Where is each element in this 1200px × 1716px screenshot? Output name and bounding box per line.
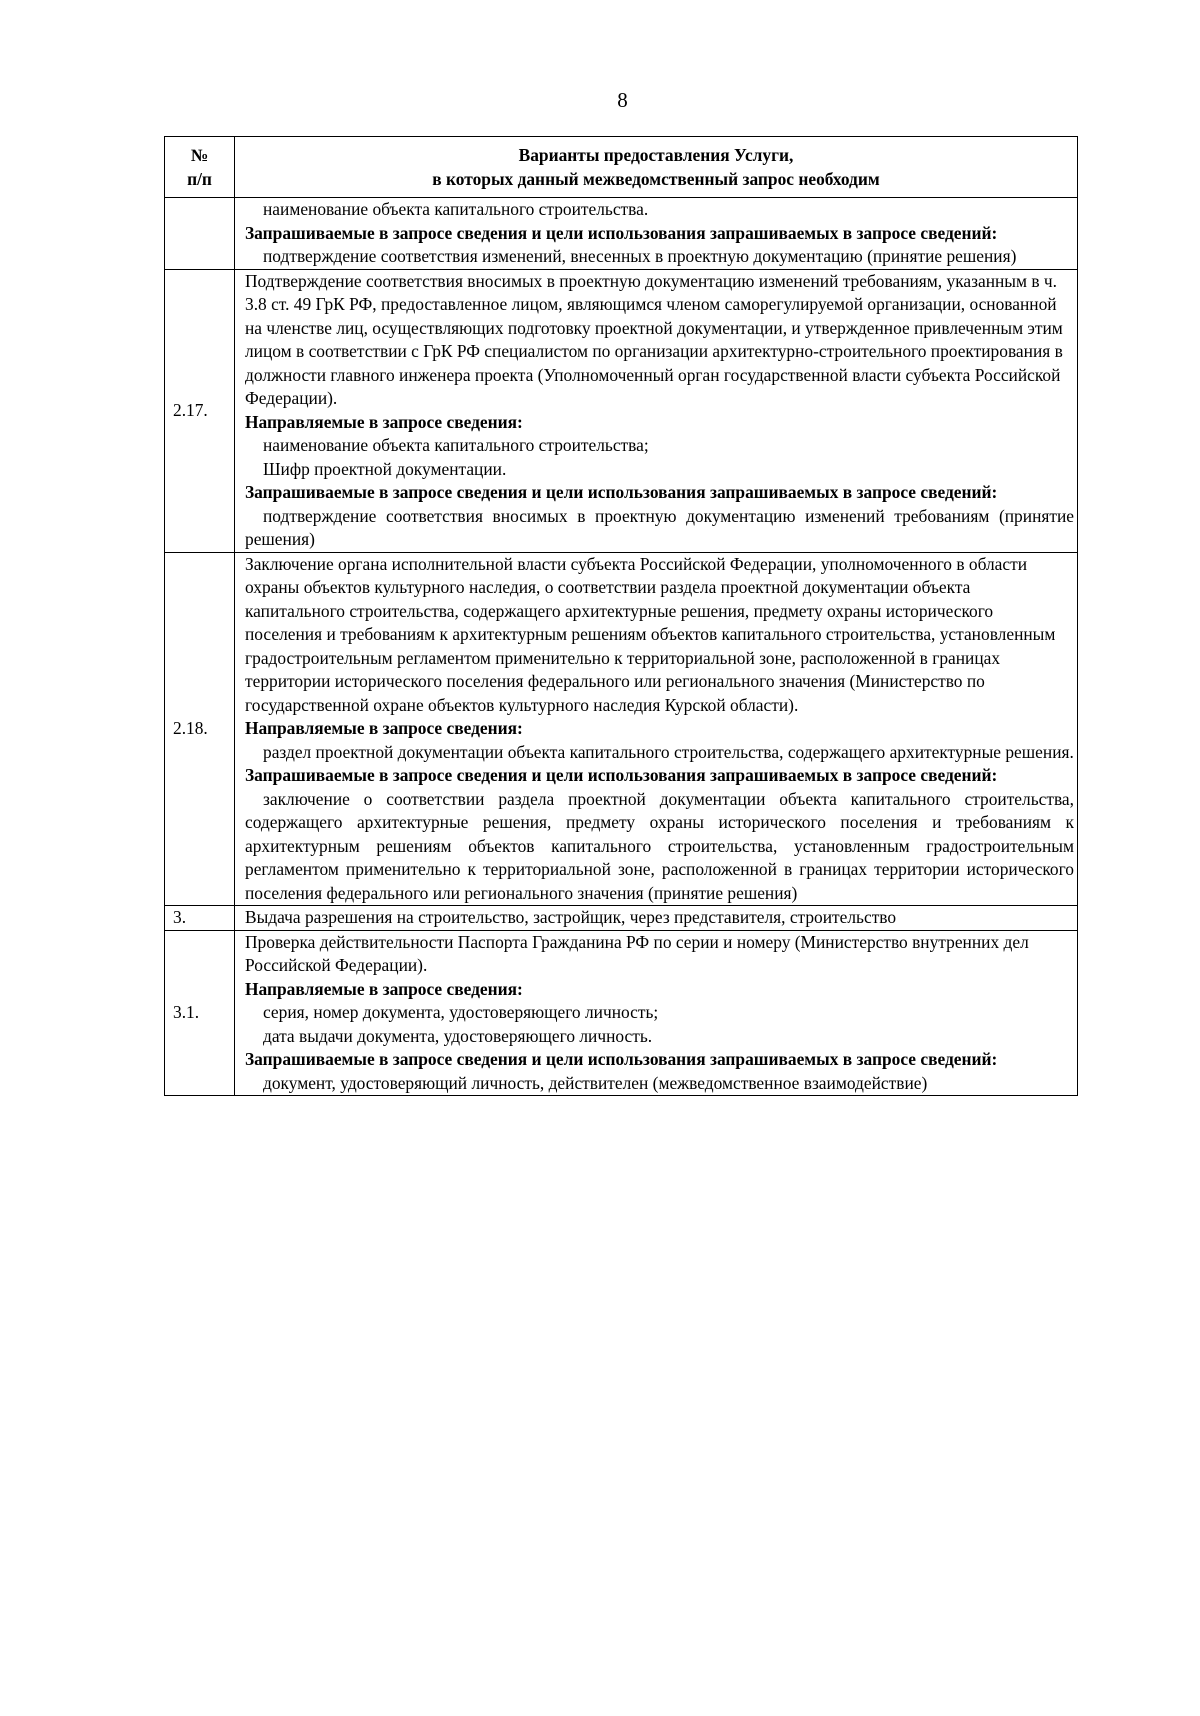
requested-info-text: заключение о соответствии раздела проектной документации объекта капитального строительства, содержащего архитектурные решения, предмету охраны исторического поселения и требованиям к архитектурным решениям объектов капитального строительства, установленным градостроительным регламентом применительно к территориальной зоне, расположенной в границах территории исторического поселения федерального или регионального значения (принятие решения) bbox=[245, 788, 1074, 903]
sent-info-heading: Направляемые в запросе сведения: bbox=[245, 718, 523, 738]
header-num-abbrev: п/п bbox=[187, 169, 212, 189]
sent-info-item: серия, номер документа, удостоверяющего личность; bbox=[263, 1002, 659, 1022]
sent-info-item: дата выдачи документа, удостоверяющего личность. bbox=[263, 1025, 653, 1046]
row-content bbox=[235, 930, 1078, 1096]
sent-info-heading: Направляемые в запросе сведения: bbox=[245, 411, 523, 432]
table-row bbox=[165, 930, 1078, 1096]
service-variant-title: Выдача разрешения на строительство, застройщик, через представителя, строительство bbox=[245, 907, 897, 927]
requested-info-heading: Запрашиваемые в запросе сведения и цели использования запрашиваемых в запросе сведений: bbox=[245, 222, 998, 243]
header-title-line1: Варианты предоставления Услуги, bbox=[518, 145, 794, 165]
requested-info-heading: Запрашиваемые в запросе сведения и цели использования запрашиваемых в запросе сведений: bbox=[245, 1049, 998, 1069]
requested-info-heading: Запрашиваемые в запросе сведения и цели использования запрашиваемых в запросе сведений: bbox=[245, 765, 998, 785]
header-title-line2: в которых данный межведомственный запрос необходим bbox=[432, 169, 880, 189]
request-description: Проверка действительности Паспорта Гражданина РФ по серии и номеру (Министерство внутренних дел Российской Федерации). bbox=[245, 931, 1029, 975]
requested-info-heading: Запрашиваемые в запросе сведения и цели использования запрашиваемых в запросе сведений: bbox=[245, 482, 998, 502]
row-content bbox=[235, 269, 1078, 552]
row-number bbox=[165, 198, 235, 270]
table-header-row bbox=[165, 137, 1078, 198]
request-description: Заключение органа исполнительной власти субъекта Российской Федерации, уполномоченного в области охраны объектов культурного наследия, о соответствии раздела проектной документации объекта капитального строительства, содержащего архитектурные решения, предмету охраны исторического поселения и требованиям к архитектурным решениям объектов капитального строительства, установленным градостроительным регламентом применительно к территориальной зоне, расположенной в границах территории исторического поселения федерального или регионального значения (Министерство по государственной охране объектов культурного наследия Курской области). bbox=[245, 553, 1056, 715]
page-number: 8 bbox=[617, 88, 628, 112]
row-content bbox=[235, 552, 1078, 906]
requested-info-text: подтверждение соответствия вносимых в проектную документацию изменений требованиям (принятие решения) bbox=[245, 505, 1074, 549]
table-row bbox=[165, 269, 1078, 552]
row-number: 2.18. bbox=[165, 552, 235, 906]
services-table bbox=[164, 136, 1078, 1096]
row-number: 3. bbox=[165, 906, 235, 931]
table-row bbox=[165, 198, 1078, 270]
table-row bbox=[165, 906, 1078, 931]
requested-info-text: документ, удостоверяющий личность, действителен (межведомственное взаимодействие) bbox=[263, 1072, 928, 1093]
sent-info-heading: Направляемые в запросе сведения: bbox=[245, 978, 523, 999]
row-number: 3.1. bbox=[165, 930, 235, 1096]
header-num-symbol: № bbox=[190, 145, 209, 165]
row-number: 2.17. bbox=[165, 269, 235, 552]
sent-info-item: раздел проектной документации объекта капитального строительства, содержащего архитектурные решения. bbox=[263, 741, 1074, 762]
requested-info-text: подтверждение соответствия изменений, внесенных в проектную документацию (принятие решения) bbox=[263, 246, 1017, 266]
request-description: Подтверждение соответствия вносимых в проектную документацию изменений требованиям, указанным в ч. 3.8 ст. 49 ГрК РФ, предоставленное лицом, являющимся членом саморегулируемой организации, основанной на членстве лиц, осуществляющих подготовку проектной документации, и утвержденное привлеченным этим лицом в соответствии с ГрК РФ специалистом по организации архитектурно-строительного проектирования в должности главного инженера проекта (Уполномоченный орган государственной власти субъекта Российской Федерации). bbox=[245, 270, 1063, 408]
object-name-text: наименование объекта капитального строительства. bbox=[263, 199, 649, 219]
row-content bbox=[235, 198, 1078, 270]
header-number-column bbox=[165, 137, 235, 198]
row-content bbox=[235, 906, 1078, 931]
header-services-column bbox=[235, 137, 1078, 198]
sent-info-item: наименование объекта капитального строительства; bbox=[263, 435, 649, 455]
sent-info-item: Шифр проектной документации. bbox=[263, 458, 507, 479]
table-row bbox=[165, 552, 1078, 906]
